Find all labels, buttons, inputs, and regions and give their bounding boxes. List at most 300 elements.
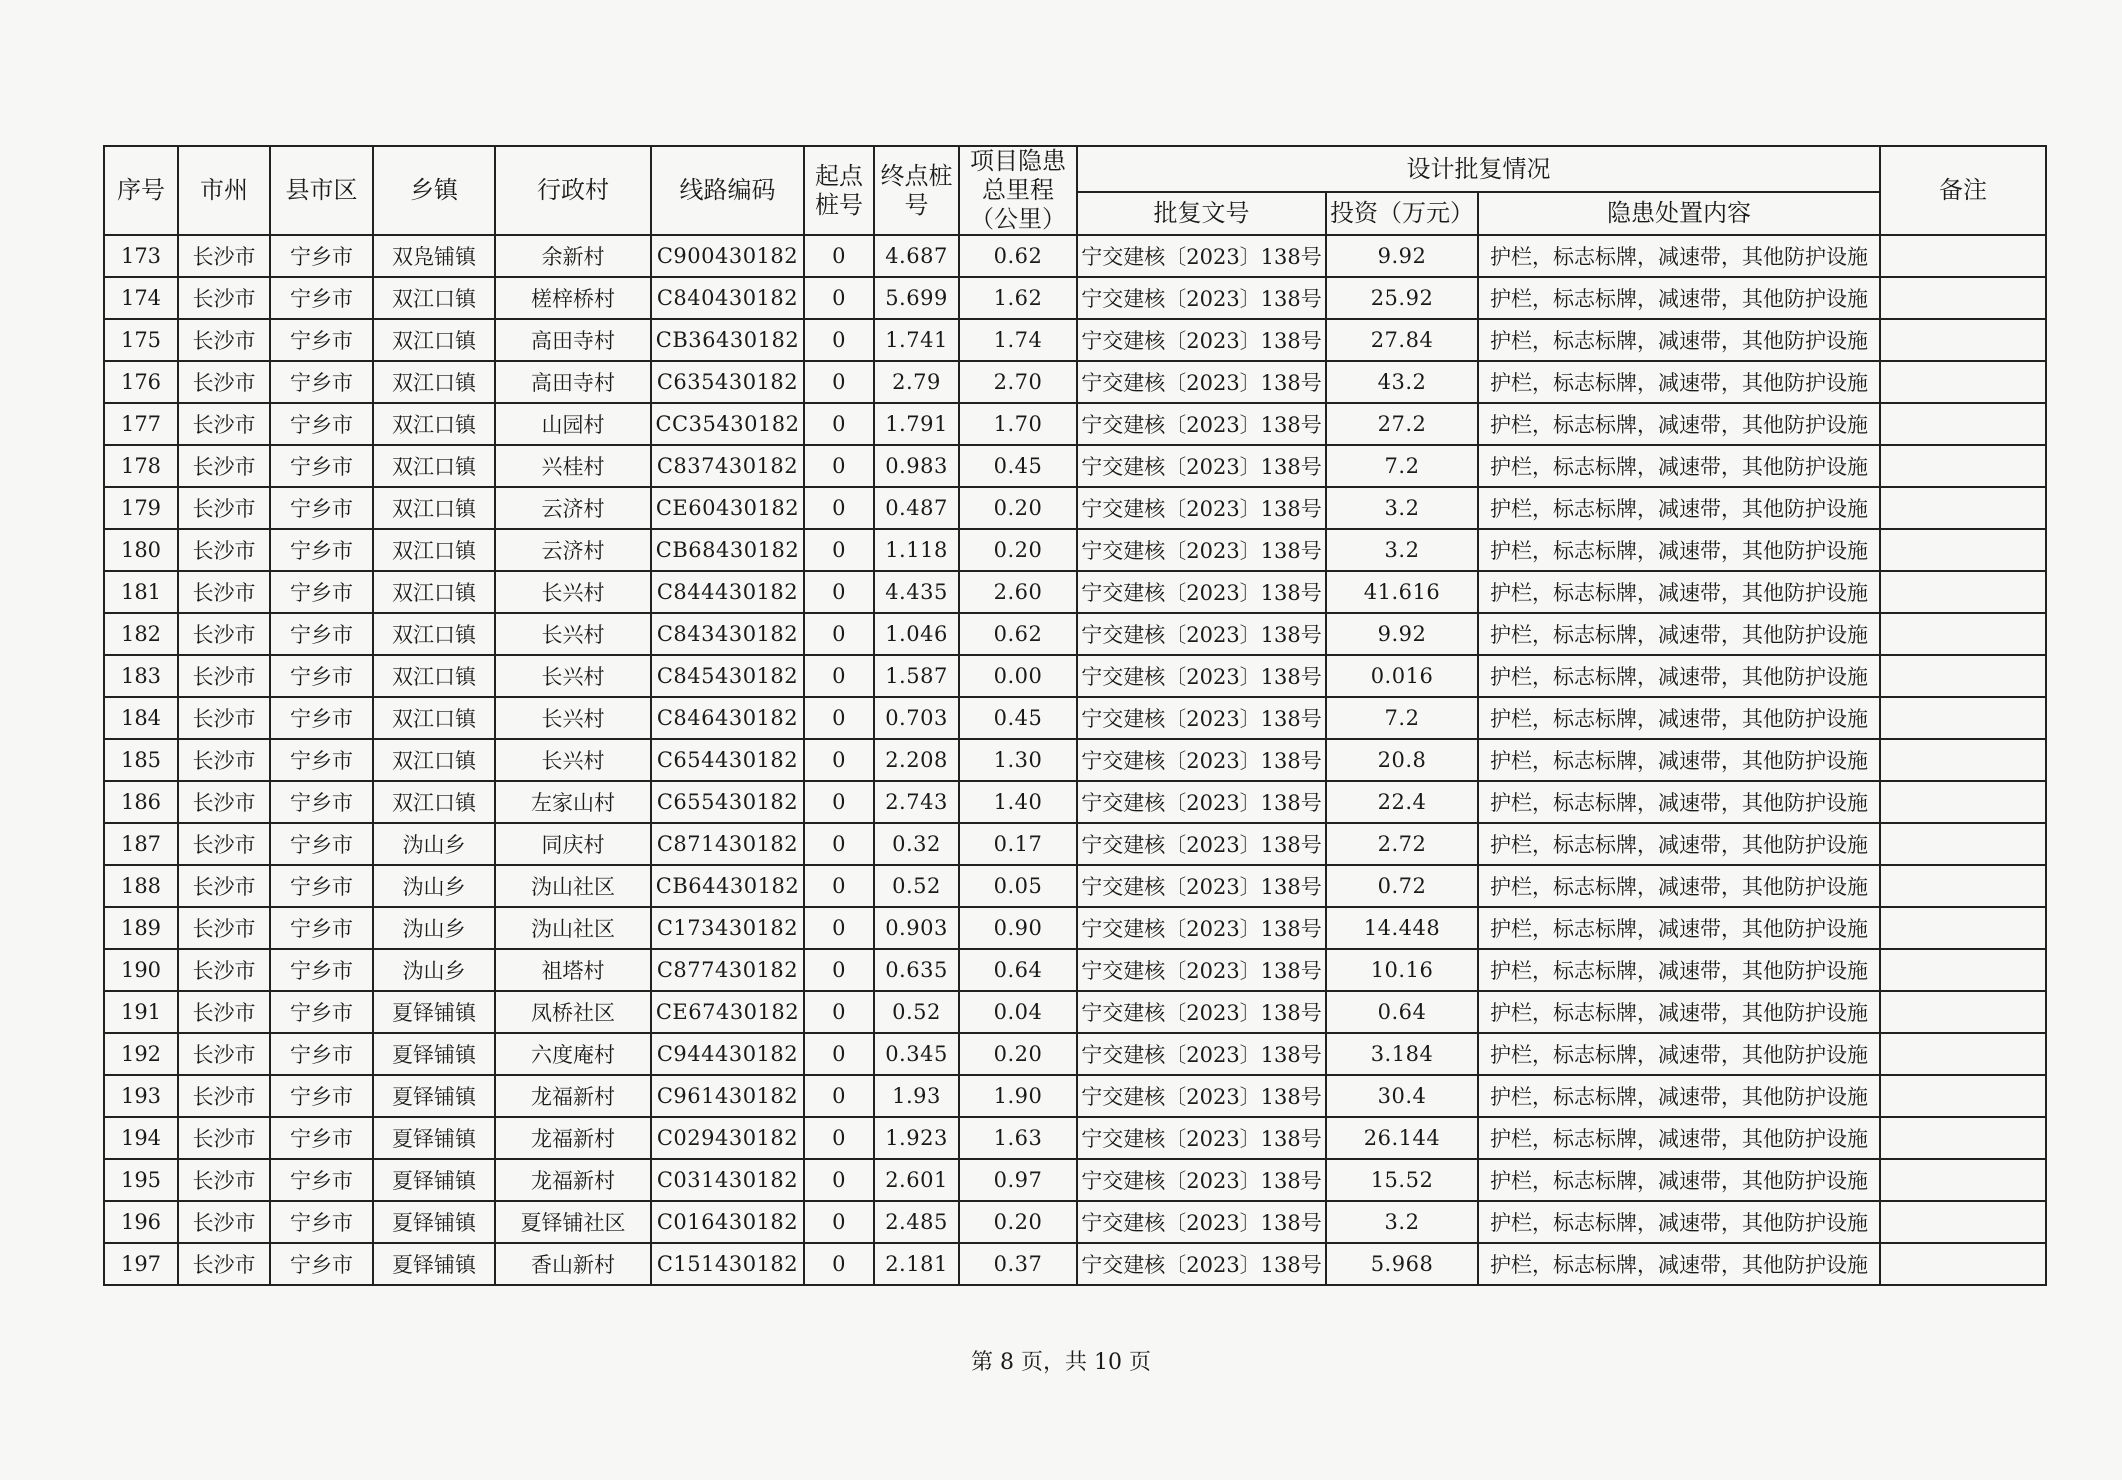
- cell-investment: 3.2: [1326, 487, 1478, 529]
- cell-city: 长沙市: [178, 1243, 270, 1285]
- cell-town: 沩山乡: [373, 865, 495, 907]
- cell-seq: 195: [104, 1159, 178, 1201]
- cell-town: 双江口镇: [373, 613, 495, 655]
- cell-mileage: 0.45: [959, 445, 1077, 487]
- cell-start: 0: [804, 1033, 874, 1075]
- cell-city: 长沙市: [178, 1033, 270, 1075]
- header-town: 乡镇: [373, 146, 495, 235]
- cell-content: 护栏，标志标牌，减速带，其他防护设施: [1478, 1159, 1880, 1201]
- cell-start: 0: [804, 823, 874, 865]
- cell-investment: 0.72: [1326, 865, 1478, 907]
- table-row: [104, 1201, 2046, 1243]
- cell-doc-no: 宁交建核〔2023〕138号: [1077, 949, 1326, 991]
- cell-route-code: CB68430182: [651, 529, 804, 571]
- cell-doc-no: 宁交建核〔2023〕138号: [1077, 1033, 1326, 1075]
- cell-county: 宁乡市: [270, 949, 373, 991]
- cell-mileage: 0.05: [959, 865, 1077, 907]
- cell-mileage: 2.70: [959, 361, 1077, 403]
- cell-content: 护栏，标志标牌，减速带，其他防护设施: [1478, 949, 1880, 991]
- cell-content: 护栏，标志标牌，减速带，其他防护设施: [1478, 655, 1880, 697]
- cell-start: 0: [804, 1117, 874, 1159]
- cell-end: 0.345: [874, 1033, 959, 1075]
- cell-start: 0: [804, 277, 874, 319]
- cell-content: 护栏，标志标牌，减速带，其他防护设施: [1478, 991, 1880, 1033]
- cell-route-code: C843430182: [651, 613, 804, 655]
- cell-content: 护栏，标志标牌，减速带，其他防护设施: [1478, 529, 1880, 571]
- cell-route-code: C016430182: [651, 1201, 804, 1243]
- cell-doc-no: 宁交建核〔2023〕138号: [1077, 361, 1326, 403]
- cell-content: 护栏，标志标牌，减速带，其他防护设施: [1478, 445, 1880, 487]
- cell-route-code: C845430182: [651, 655, 804, 697]
- cell-end: 0.983: [874, 445, 959, 487]
- cell-end: 1.791: [874, 403, 959, 445]
- cell-doc-no: 宁交建核〔2023〕138号: [1077, 613, 1326, 655]
- cell-start: 0: [804, 865, 874, 907]
- cell-investment: 22.4: [1326, 781, 1478, 823]
- cell-content: 护栏，标志标牌，减速带，其他防护设施: [1478, 907, 1880, 949]
- cell-mileage: 1.30: [959, 739, 1077, 781]
- table-row: [104, 277, 2046, 319]
- cell-investment: 3.184: [1326, 1033, 1478, 1075]
- cell-investment: 43.2: [1326, 361, 1478, 403]
- cell-end: 2.601: [874, 1159, 959, 1201]
- cell-end: 2.743: [874, 781, 959, 823]
- table-row: [104, 1075, 2046, 1117]
- header-county: 县市区: [270, 146, 373, 235]
- cell-investment: 15.52: [1326, 1159, 1478, 1201]
- cell-county: 宁乡市: [270, 1243, 373, 1285]
- cell-remark: [1880, 1033, 2046, 1075]
- cell-doc-no: 宁交建核〔2023〕138号: [1077, 403, 1326, 445]
- cell-route-code: C837430182: [651, 445, 804, 487]
- table-row: [104, 1243, 2046, 1285]
- cell-seq: 185: [104, 739, 178, 781]
- cell-content: 护栏，标志标牌，减速带，其他防护设施: [1478, 1243, 1880, 1285]
- cell-start: 0: [804, 613, 874, 655]
- cell-route-code: CB36430182: [651, 319, 804, 361]
- cell-content: 护栏，标志标牌，减速带，其他防护设施: [1478, 1201, 1880, 1243]
- cell-county: 宁乡市: [270, 1201, 373, 1243]
- cell-county: 宁乡市: [270, 697, 373, 739]
- cell-town: 双江口镇: [373, 319, 495, 361]
- cell-mileage: 0.04: [959, 991, 1077, 1033]
- cell-content: 护栏，标志标牌，减速带，其他防护设施: [1478, 781, 1880, 823]
- cell-county: 宁乡市: [270, 991, 373, 1033]
- cell-doc-no: 宁交建核〔2023〕138号: [1077, 1159, 1326, 1201]
- cell-city: 长沙市: [178, 781, 270, 823]
- cell-route-code: C900430182: [651, 235, 804, 277]
- cell-doc-no: 宁交建核〔2023〕138号: [1077, 487, 1326, 529]
- cell-town: 沩山乡: [373, 949, 495, 991]
- cell-remark: [1880, 487, 2046, 529]
- cell-seq: 186: [104, 781, 178, 823]
- cell-county: 宁乡市: [270, 403, 373, 445]
- cell-route-code: CB64430182: [651, 865, 804, 907]
- cell-mileage: 0.62: [959, 235, 1077, 277]
- table-row: [104, 487, 2046, 529]
- cell-village: 龙福新村: [495, 1117, 651, 1159]
- cell-route-code: CC35430182: [651, 403, 804, 445]
- cell-town: 夏铎铺镇: [373, 1243, 495, 1285]
- cell-county: 宁乡市: [270, 487, 373, 529]
- cell-doc-no: 宁交建核〔2023〕138号: [1077, 445, 1326, 487]
- cell-doc-no: 宁交建核〔2023〕138号: [1077, 781, 1326, 823]
- cell-mileage: 1.70: [959, 403, 1077, 445]
- cell-seq: 192: [104, 1033, 178, 1075]
- cell-route-code: C944430182: [651, 1033, 804, 1075]
- cell-village: 兴桂村: [495, 445, 651, 487]
- cell-seq: 177: [104, 403, 178, 445]
- cell-doc-no: 宁交建核〔2023〕138号: [1077, 571, 1326, 613]
- header-end: 终点桩号: [874, 146, 959, 235]
- cell-city: 长沙市: [178, 1201, 270, 1243]
- cell-content: 护栏，标志标牌，减速带，其他防护设施: [1478, 571, 1880, 613]
- cell-mileage: 0.20: [959, 1033, 1077, 1075]
- cell-doc-no: 宁交建核〔2023〕138号: [1077, 865, 1326, 907]
- header-doc-no: 批复文号: [1077, 192, 1326, 235]
- header-start: 起点桩号: [804, 146, 874, 235]
- cell-end: 0.52: [874, 865, 959, 907]
- cell-end: 2.79: [874, 361, 959, 403]
- cell-mileage: 0.20: [959, 529, 1077, 571]
- cell-county: 宁乡市: [270, 571, 373, 613]
- cell-remark: [1880, 655, 2046, 697]
- cell-content: 护栏，标志标牌，减速带，其他防护设施: [1478, 487, 1880, 529]
- cell-start: 0: [804, 487, 874, 529]
- cell-seq: 178: [104, 445, 178, 487]
- cell-village: 沩山社区: [495, 907, 651, 949]
- cell-county: 宁乡市: [270, 235, 373, 277]
- cell-town: 双江口镇: [373, 403, 495, 445]
- cell-route-code: CE60430182: [651, 487, 804, 529]
- cell-seq: 182: [104, 613, 178, 655]
- cell-route-code: C654430182: [651, 739, 804, 781]
- table-row: [104, 907, 2046, 949]
- cell-end: 2.485: [874, 1201, 959, 1243]
- cell-content: 护栏，标志标牌，减速带，其他防护设施: [1478, 403, 1880, 445]
- cell-end: 0.703: [874, 697, 959, 739]
- table-row: [104, 1117, 2046, 1159]
- cell-end: 0.52: [874, 991, 959, 1033]
- cell-start: 0: [804, 1243, 874, 1285]
- cell-start: 0: [804, 235, 874, 277]
- cell-doc-no: 宁交建核〔2023〕138号: [1077, 907, 1326, 949]
- cell-county: 宁乡市: [270, 1117, 373, 1159]
- cell-investment: 27.84: [1326, 319, 1478, 361]
- cell-village: 龙福新村: [495, 1159, 651, 1201]
- cell-remark: [1880, 949, 2046, 991]
- cell-town: 双凫铺镇: [373, 235, 495, 277]
- cell-remark: [1880, 1243, 2046, 1285]
- cell-village: 高田寺村: [495, 319, 651, 361]
- header-content: 隐患处置内容: [1478, 192, 1880, 235]
- cell-city: 长沙市: [178, 613, 270, 655]
- cell-town: 夏铎铺镇: [373, 1201, 495, 1243]
- cell-county: 宁乡市: [270, 1159, 373, 1201]
- header-village: 行政村: [495, 146, 651, 235]
- cell-remark: [1880, 613, 2046, 655]
- cell-doc-no: 宁交建核〔2023〕138号: [1077, 1201, 1326, 1243]
- cell-city: 长沙市: [178, 949, 270, 991]
- cell-end: 1.741: [874, 319, 959, 361]
- cell-content: 护栏，标志标牌，减速带，其他防护设施: [1478, 277, 1880, 319]
- cell-route-code: C655430182: [651, 781, 804, 823]
- cell-mileage: 0.62: [959, 613, 1077, 655]
- cell-remark: [1880, 1159, 2046, 1201]
- cell-mileage: 1.90: [959, 1075, 1077, 1117]
- cell-mileage: 0.64: [959, 949, 1077, 991]
- cell-start: 0: [804, 1159, 874, 1201]
- cell-village: 左家山村: [495, 781, 651, 823]
- cell-investment: 26.144: [1326, 1117, 1478, 1159]
- table-row: [104, 697, 2046, 739]
- cell-mileage: 1.62: [959, 277, 1077, 319]
- header-seq: 序号: [104, 146, 178, 235]
- cell-mileage: 1.40: [959, 781, 1077, 823]
- cell-investment: 41.616: [1326, 571, 1478, 613]
- cell-town: 双江口镇: [373, 739, 495, 781]
- cell-route-code: C840430182: [651, 277, 804, 319]
- cell-end: 2.181: [874, 1243, 959, 1285]
- cell-doc-no: 宁交建核〔2023〕138号: [1077, 1117, 1326, 1159]
- cell-remark: [1880, 403, 2046, 445]
- cell-village: 长兴村: [495, 739, 651, 781]
- cell-town: 双江口镇: [373, 487, 495, 529]
- table-row: [104, 319, 2046, 361]
- cell-investment: 25.92: [1326, 277, 1478, 319]
- cell-route-code: C151430182: [651, 1243, 804, 1285]
- cell-investment: 2.72: [1326, 823, 1478, 865]
- cell-city: 长沙市: [178, 655, 270, 697]
- cell-seq: 191: [104, 991, 178, 1033]
- cell-mileage: 1.74: [959, 319, 1077, 361]
- cell-city: 长沙市: [178, 991, 270, 1033]
- cell-county: 宁乡市: [270, 907, 373, 949]
- cell-county: 宁乡市: [270, 823, 373, 865]
- cell-town: 夏铎铺镇: [373, 1033, 495, 1075]
- cell-town: 双江口镇: [373, 781, 495, 823]
- cell-seq: 187: [104, 823, 178, 865]
- cell-mileage: 0.37: [959, 1243, 1077, 1285]
- cell-seq: 189: [104, 907, 178, 949]
- header-investment: 投资（万元）: [1326, 192, 1478, 235]
- cell-content: 护栏，标志标牌，减速带，其他防护设施: [1478, 235, 1880, 277]
- header-city: 市州: [178, 146, 270, 235]
- cell-village: 高田寺村: [495, 361, 651, 403]
- cell-seq: 190: [104, 949, 178, 991]
- cell-doc-no: 宁交建核〔2023〕138号: [1077, 319, 1326, 361]
- cell-county: 宁乡市: [270, 319, 373, 361]
- cell-doc-no: 宁交建核〔2023〕138号: [1077, 823, 1326, 865]
- table-row: [104, 361, 2046, 403]
- cell-town: 沩山乡: [373, 823, 495, 865]
- cell-seq: 188: [104, 865, 178, 907]
- cell-remark: [1880, 697, 2046, 739]
- cell-end: 5.699: [874, 277, 959, 319]
- cell-remark: [1880, 319, 2046, 361]
- cell-town: 双江口镇: [373, 277, 495, 319]
- cell-content: 护栏，标志标牌，减速带，其他防护设施: [1478, 319, 1880, 361]
- table-row: [104, 1159, 2046, 1201]
- cell-town: 双江口镇: [373, 361, 495, 403]
- cell-county: 宁乡市: [270, 613, 373, 655]
- cell-remark: [1880, 823, 2046, 865]
- cell-town: 夏铎铺镇: [373, 1075, 495, 1117]
- cell-village: 山园村: [495, 403, 651, 445]
- cell-city: 长沙市: [178, 1117, 270, 1159]
- cell-content: 护栏，标志标牌，减速带，其他防护设施: [1478, 697, 1880, 739]
- cell-town: 夏铎铺镇: [373, 1159, 495, 1201]
- cell-city: 长沙市: [178, 571, 270, 613]
- cell-seq: 197: [104, 1243, 178, 1285]
- cell-content: 护栏，标志标牌，减速带，其他防护设施: [1478, 613, 1880, 655]
- cell-mileage: 0.45: [959, 697, 1077, 739]
- table-row: [104, 445, 2046, 487]
- cell-doc-no: 宁交建核〔2023〕138号: [1077, 697, 1326, 739]
- cell-start: 0: [804, 361, 874, 403]
- cell-town: 夏铎铺镇: [373, 1117, 495, 1159]
- cell-start: 0: [804, 1075, 874, 1117]
- cell-seq: 173: [104, 235, 178, 277]
- cell-investment: 0.64: [1326, 991, 1478, 1033]
- cell-investment: 9.92: [1326, 235, 1478, 277]
- table-row: [104, 655, 2046, 697]
- cell-village: 凤桥社区: [495, 991, 651, 1033]
- cell-remark: [1880, 781, 2046, 823]
- cell-start: 0: [804, 571, 874, 613]
- cell-investment: 27.2: [1326, 403, 1478, 445]
- header-mileage: 项目隐患总里程（公里）: [959, 146, 1077, 235]
- table-row: [104, 991, 2046, 1033]
- page-footer: 第 8 页，共 10 页: [971, 1350, 1151, 1375]
- cell-start: 0: [804, 403, 874, 445]
- cell-content: 护栏，标志标牌，减速带，其他防护设施: [1478, 823, 1880, 865]
- cell-mileage: 1.63: [959, 1117, 1077, 1159]
- cell-city: 长沙市: [178, 361, 270, 403]
- table-row: [104, 739, 2046, 781]
- cell-remark: [1880, 865, 2046, 907]
- cell-start: 0: [804, 319, 874, 361]
- cell-mileage: 0.00: [959, 655, 1077, 697]
- cell-village: 槎梓桥村: [495, 277, 651, 319]
- cell-city: 长沙市: [178, 235, 270, 277]
- cell-investment: 30.4: [1326, 1075, 1478, 1117]
- cell-county: 宁乡市: [270, 277, 373, 319]
- cell-end: 1.923: [874, 1117, 959, 1159]
- cell-remark: [1880, 571, 2046, 613]
- cell-start: 0: [804, 445, 874, 487]
- cell-mileage: 0.20: [959, 1201, 1077, 1243]
- cell-investment: 14.448: [1326, 907, 1478, 949]
- cell-county: 宁乡市: [270, 739, 373, 781]
- cell-content: 护栏，标志标牌，减速带，其他防护设施: [1478, 739, 1880, 781]
- cell-remark: [1880, 991, 2046, 1033]
- cell-city: 长沙市: [178, 907, 270, 949]
- cell-city: 长沙市: [178, 865, 270, 907]
- cell-mileage: 0.17: [959, 823, 1077, 865]
- cell-city: 长沙市: [178, 487, 270, 529]
- cell-city: 长沙市: [178, 1159, 270, 1201]
- cell-mileage: 2.60: [959, 571, 1077, 613]
- table-row: [104, 949, 2046, 991]
- cell-village: 夏铎铺社区: [495, 1201, 651, 1243]
- cell-city: 长沙市: [178, 739, 270, 781]
- cell-end: 1.93: [874, 1075, 959, 1117]
- cell-content: 护栏，标志标牌，减速带，其他防护设施: [1478, 1117, 1880, 1159]
- table-row: [104, 823, 2046, 865]
- cell-seq: 193: [104, 1075, 178, 1117]
- cell-village: 长兴村: [495, 697, 651, 739]
- cell-seq: 181: [104, 571, 178, 613]
- cell-start: 0: [804, 949, 874, 991]
- cell-seq: 179: [104, 487, 178, 529]
- cell-route-code: C029430182: [651, 1117, 804, 1159]
- cell-remark: [1880, 361, 2046, 403]
- cell-investment: 3.2: [1326, 1201, 1478, 1243]
- cell-remark: [1880, 529, 2046, 571]
- cell-remark: [1880, 739, 2046, 781]
- cell-start: 0: [804, 655, 874, 697]
- cell-seq: 183: [104, 655, 178, 697]
- cell-town: 双江口镇: [373, 445, 495, 487]
- cell-investment: 3.2: [1326, 529, 1478, 571]
- cell-village: 六度庵村: [495, 1033, 651, 1075]
- cell-village: 云济村: [495, 487, 651, 529]
- cell-city: 长沙市: [178, 1075, 270, 1117]
- cell-remark: [1880, 1117, 2046, 1159]
- header-approval-group: 设计批复情况: [1077, 146, 1880, 192]
- cell-remark: [1880, 235, 2046, 277]
- cell-town: 双江口镇: [373, 571, 495, 613]
- cell-doc-no: 宁交建核〔2023〕138号: [1077, 991, 1326, 1033]
- cell-seq: 174: [104, 277, 178, 319]
- cell-end: 1.118: [874, 529, 959, 571]
- cell-content: 护栏，标志标牌，减速带，其他防护设施: [1478, 361, 1880, 403]
- cell-investment: 10.16: [1326, 949, 1478, 991]
- cell-doc-no: 宁交建核〔2023〕138号: [1077, 655, 1326, 697]
- cell-investment: 9.92: [1326, 613, 1478, 655]
- cell-investment: 0.016: [1326, 655, 1478, 697]
- cell-county: 宁乡市: [270, 445, 373, 487]
- cell-seq: 196: [104, 1201, 178, 1243]
- cell-route-code: C173430182: [651, 907, 804, 949]
- cell-end: 0.635: [874, 949, 959, 991]
- cell-investment: 7.2: [1326, 445, 1478, 487]
- cell-village: 长兴村: [495, 613, 651, 655]
- cell-mileage: 0.97: [959, 1159, 1077, 1201]
- cell-seq: 175: [104, 319, 178, 361]
- cell-end: 0.903: [874, 907, 959, 949]
- table-row: [104, 235, 2046, 277]
- cell-doc-no: 宁交建核〔2023〕138号: [1077, 235, 1326, 277]
- cell-mileage: 0.20: [959, 487, 1077, 529]
- cell-village: 香山新村: [495, 1243, 651, 1285]
- cell-content: 护栏，标志标牌，减速带，其他防护设施: [1478, 1075, 1880, 1117]
- cell-city: 长沙市: [178, 403, 270, 445]
- table-row: [104, 529, 2046, 571]
- cell-village: 同庆村: [495, 823, 651, 865]
- cell-county: 宁乡市: [270, 1075, 373, 1117]
- header-remarks: 备注: [1880, 146, 2046, 235]
- cell-route-code: C635430182: [651, 361, 804, 403]
- cell-town: 沩山乡: [373, 907, 495, 949]
- cell-village: 长兴村: [495, 571, 651, 613]
- cell-investment: 5.968: [1326, 1243, 1478, 1285]
- cell-investment: 20.8: [1326, 739, 1478, 781]
- cell-village: 云济村: [495, 529, 651, 571]
- cell-doc-no: 宁交建核〔2023〕138号: [1077, 739, 1326, 781]
- table-row: [104, 571, 2046, 613]
